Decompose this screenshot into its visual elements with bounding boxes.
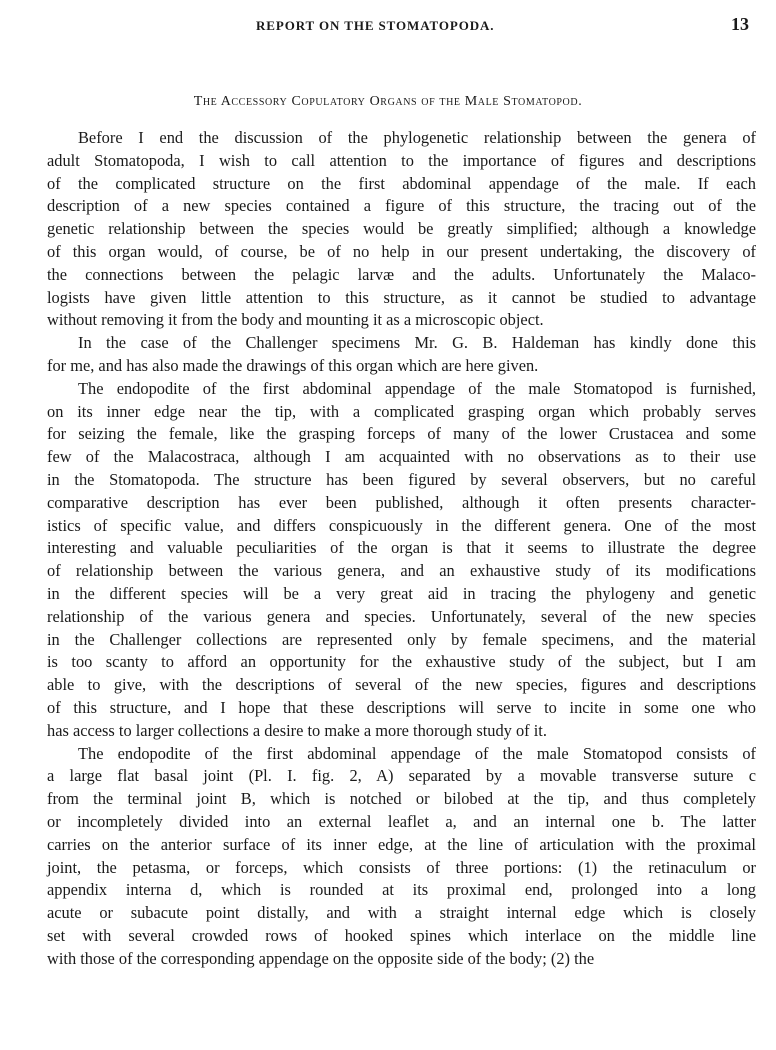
paragraph [47, 378, 756, 743]
text-line: In the case of the Challenger specimens Mr. G. B. Haldeman has kindly done this [78, 333, 756, 353]
text-line: of this structure, and I hope that these descriptions will serve to incite in some one who [47, 697, 756, 717]
paragraph [47, 332, 756, 378]
text-line: of relationship between the various genera, and an exhaustive study of its modifications [47, 561, 756, 581]
text-line: The endopodite of the first abdominal appendage of the male Stomatopod consists of [78, 743, 756, 763]
text-line: of the complicated structure on the first abdominal appendage of the male. If each [47, 173, 756, 193]
text-line: from the terminal joint B, which is notched or bilobed at the tip, and thus completely [47, 789, 756, 809]
text-line: a large flat basal joint (Pl. I. fig. 2, A) separated by a movable transverse suture c [47, 766, 756, 786]
running-title: REPORT ON THE STOMATOPODA. [256, 18, 495, 33]
text-line: The endopodite of the first abdominal appendage of the male Stomatopod is furnished, [78, 378, 756, 398]
text-line: set with several crowded rows of hooked spines which interlace on the middle line [47, 925, 756, 945]
section-title: The Accessory Copulatory Organs of the Male Stomatopod. [193, 94, 583, 109]
text-line: carries on the anterior surface of its inner edge, at the line of articulation with the proximal [47, 834, 756, 854]
text-line: appendix interna d, which is rounded at its proximal end, prolonged into a long [47, 880, 756, 900]
text-line: genetic relationship between the species would be greatly simplified; although a knowledge [47, 219, 756, 239]
running-header [0, 14, 776, 38]
paragraph [47, 127, 756, 332]
page-number: 13 [731, 14, 749, 34]
text-line: few of the Malacostraca, although I am acquainted with no observations as to their use [47, 447, 756, 467]
text-line: without removing it from the body and mounting it as a microscopic object. [47, 310, 544, 330]
text-line: has access to larger collections a desire to make a more thorough study of it. [47, 720, 547, 740]
text-line: acute or subacute point distally, and with a straight internal edge which is closely [47, 903, 756, 923]
text-line: able to give, with the descriptions of several of the new species, figures and descriptions [47, 675, 756, 695]
text-line: adult Stomatopoda, I wish to call attention to the importance of figures and descriptions [47, 150, 756, 170]
text-line: in the Challenger collections are represented only by female specimens, and the material [47, 629, 756, 649]
text-line: Before I end the discussion of the phylogenetic relationship between the genera of [78, 128, 756, 147]
text-line: on its inner edge near the tip, with a complicated grasping organ which probably serves [47, 401, 756, 421]
text-line: for seizing the female, like the grasping forceps of many of the lower Crustacea and some [47, 424, 756, 444]
paragraph [47, 743, 756, 971]
text-line: istics of specific value, and differs conspicuously in the different genera. One of the most [47, 515, 756, 535]
text-line: comparative description has ever been published, although it often presents character- [47, 492, 756, 512]
text-line: relationship of the various genera and species. Unfortunately, several of the new species [47, 606, 756, 626]
body-text [47, 127, 756, 970]
text-line: the connections between the pelagic larvæ and the adults. Unfortunately the Malaco- [47, 264, 756, 284]
text-line: description of a new species contained a figure of this structure, the tracing out of the [47, 196, 756, 216]
text-line: with those of the corresponding appendage on the opposite side of the body; (2) the [47, 948, 595, 968]
text-line: of this organ would, of course, be of no help in our present undertaking, the discovery of [47, 241, 756, 261]
text-line: for me, and has also made the drawings of this organ which are here given. [47, 355, 539, 375]
text-line: interesting and valuable peculiarities of the organ is that it seems to illustrate the degree [47, 538, 756, 558]
text-line: in the different species will be a very great aid in tracing the phylogeny and genetic [47, 583, 756, 603]
text-line: or incompletely divided into an external leaflet a, and an internal one b. The latter [47, 811, 756, 831]
text-line: joint, the petasma, or forceps, which consists of three portions: (1) the retinaculum or [47, 857, 756, 877]
text-line: logists have given little attention to this structure, as it cannot be studied to advantage [47, 287, 756, 307]
text-line: is too scanty to afford an opportunity for the exhaustive study of the subject, but I am [47, 652, 756, 672]
text-line: in the Stomatopoda. The structure has been figured by several observers, but no careful [47, 469, 756, 489]
